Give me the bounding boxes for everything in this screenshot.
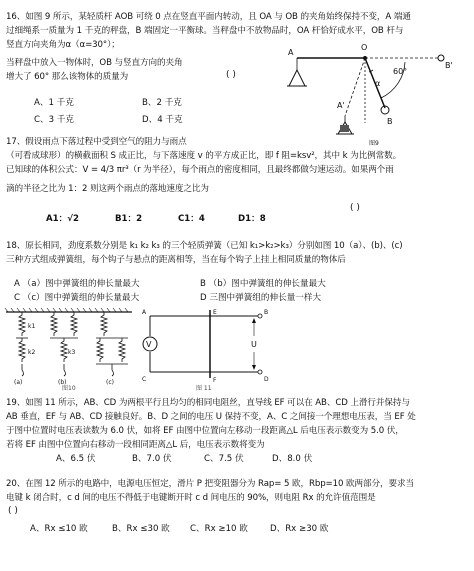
q19-line4: 若将 EF 由图中位置向右移动一段相同距离△L 后，电压表示数将变为 [6, 440, 265, 450]
q17-line4: 滴的半径之比为 1：2 则这两个雨点的落地速度之比为 [6, 184, 209, 194]
q18-option-a[interactable]: A （a）图中弹簧组的伸长量最大 [14, 279, 140, 289]
q17-line1: 17、假设雨点下落过程中受到空气的阻力与雨点 [6, 137, 187, 147]
fig10-caption: 图10 [62, 385, 76, 392]
q16-line3: 竖直方向夹角为α（α=30°）； [6, 40, 120, 50]
q17-option-b[interactable]: B1：2 [115, 214, 143, 224]
q20-answer-paren: ( ) [8, 506, 18, 516]
q17-option-c[interactable]: C1：4 [178, 214, 205, 224]
fig9-label-b-prime: B' [445, 61, 453, 70]
fig11-label-d: D [264, 376, 269, 383]
q20-option-d[interactable]: D、Rx ≥30 欧 [270, 524, 329, 534]
figure-9-lever [285, 28, 470, 148]
q16-line4: 当秤盘中放入一物体时，OB 与竖直方向的夹角 [6, 58, 183, 68]
fig11-label-c: C [142, 376, 147, 383]
q17-line3: 已知球的体积公式：V = 4/3 πr³（r 为半径），每个雨点的密度相同，且最终都做匀速运动。如果两个雨 [6, 165, 394, 175]
q18-line2: 三种方式组成弹簧组，每个钩子与悬点的距离相等，当在每个钩子上挂上相同质量的物体后 [6, 255, 346, 265]
q16-option-a[interactable]: A、1 千克 [34, 98, 74, 108]
fig9-label-a: A [288, 48, 294, 57]
fig11-voltmeter-label: V [146, 340, 152, 349]
q19-option-b[interactable]: B、7.0 伏 [132, 454, 172, 464]
q18-option-c[interactable]: C （c）图中弹簧组的伸长量最大 [14, 293, 140, 303]
fig11-label-e: E [213, 309, 217, 316]
q17-option-a[interactable]: A1：√2 [46, 214, 79, 224]
figure-11-circuit [136, 306, 276, 384]
fig9-caption: 图9 [369, 140, 379, 147]
fig11-label-u: U [251, 340, 257, 349]
fig9-label-angle: 60° [393, 67, 408, 76]
q16-option-b[interactable]: B、2 千克 [142, 98, 182, 108]
fig9-label-o: O [361, 43, 368, 52]
q16-answer-paren: ( ) [226, 70, 236, 80]
fig10-label-k3: k3 [68, 349, 76, 356]
q19-line1: 19、如图 11 所示，AB、CD 为两根平行且均匀的相同电阻丝，直导线 EF 可以在 AB、CD 上滑行并保持与 [6, 398, 410, 408]
fig10-label-c: (c) [106, 379, 114, 386]
q20-option-b[interactable]: B、Rx ≤30 欧 [112, 524, 170, 534]
fig10-label-k2: k2 [28, 349, 36, 356]
q20-line2: 电键 k 闭合时，c d 间的电压不得低于电键断开时 c d 间电压的 90%，则电阻 Rx 的允许值范围是 [6, 493, 376, 503]
q20-line1: 20、在图 12 所示的电路中，电源电压恒定，滑片 P 把变阻器分为 Rap= 5 欧，Rbp=10 欧两部分，要求当 [6, 479, 414, 489]
q18-option-d[interactable]: D 三图中弹簧组的伸长量一样大 [200, 293, 322, 303]
fig9-label-b: B [387, 117, 393, 126]
q16-line1: 16、如图 9 所示，某轻质杆 AOB 可绕 0 点在竖直平面内转动，且 OA 与 OB 的夹角始终保持不变，A 端通 [6, 12, 411, 22]
q20-option-c[interactable]: C、Rx ≥10 欧 [190, 524, 248, 534]
fig11-label-f: F [213, 377, 217, 384]
q19-option-d[interactable]: D、8.0 伏 [272, 454, 313, 464]
q16-line5: 增大了 60° 那么该物体的质量为 [6, 72, 129, 82]
q17-answer-paren: ( ) [350, 203, 360, 213]
q19-option-a[interactable]: A、6.5 伏 [56, 454, 96, 464]
fig9-label-alpha: α [375, 79, 381, 88]
fig11-label-a: A [142, 309, 147, 316]
q19-option-c[interactable]: C、7.5 伏 [204, 454, 244, 464]
fig11-caption: 图 11 [196, 385, 212, 392]
q18-option-b[interactable]: B （b）图中弹簧组的伸长量最大 [200, 279, 326, 289]
fig10-label-a: (a) [14, 379, 23, 386]
q18-line1: 18、原长相同，劲度系数分别是 k₁ k₂ k₃ 的三个轻质弹簧（已知 k₁>k₂>k₃）分别如图 10（a）、(b)、(c) [6, 241, 403, 251]
q20-option-a[interactable]: A、Rx ≤10 欧 [30, 524, 88, 534]
q19-line2: AB 垂直，EF 与 AB、CD 接触良好。B、D 之间的电压 U 保持不变，A、C 之间接一个理想电压表，当 EF 处 [6, 412, 416, 422]
figure-10-springs [4, 306, 136, 390]
q16-option-c[interactable]: C、3 千克 [34, 115, 74, 125]
fig11-label-b: B [264, 309, 269, 316]
q16-option-d[interactable]: D、4 千克 [142, 115, 183, 125]
q17-option-d[interactable]: D1：8 [238, 214, 266, 224]
q19-line3: 于图中位置时电压表读数为 6.0 伏，如将 EF 由图中位置向左移动一段距离△L 后电压表示数变为 5.0 伏， [6, 426, 404, 436]
fig10-label-k1: k1 [28, 323, 36, 330]
q17-line2: （可看成球形）的横截面积 S 成正比，与下落速度 v 的平方成正比，即 f 阻=ksv²，其中 k 为比例常数。 [6, 151, 402, 161]
q16-line2: 过细绳系一质量为 1 千克的秤盘，B 端固定一平衡球。当秤盘中不放物品时，OA 杆恰好成水平，OB 杆与 [6, 26, 404, 36]
fig9-label-a-prime: A' [337, 101, 345, 110]
fig10-label-b: (b) [58, 379, 67, 386]
